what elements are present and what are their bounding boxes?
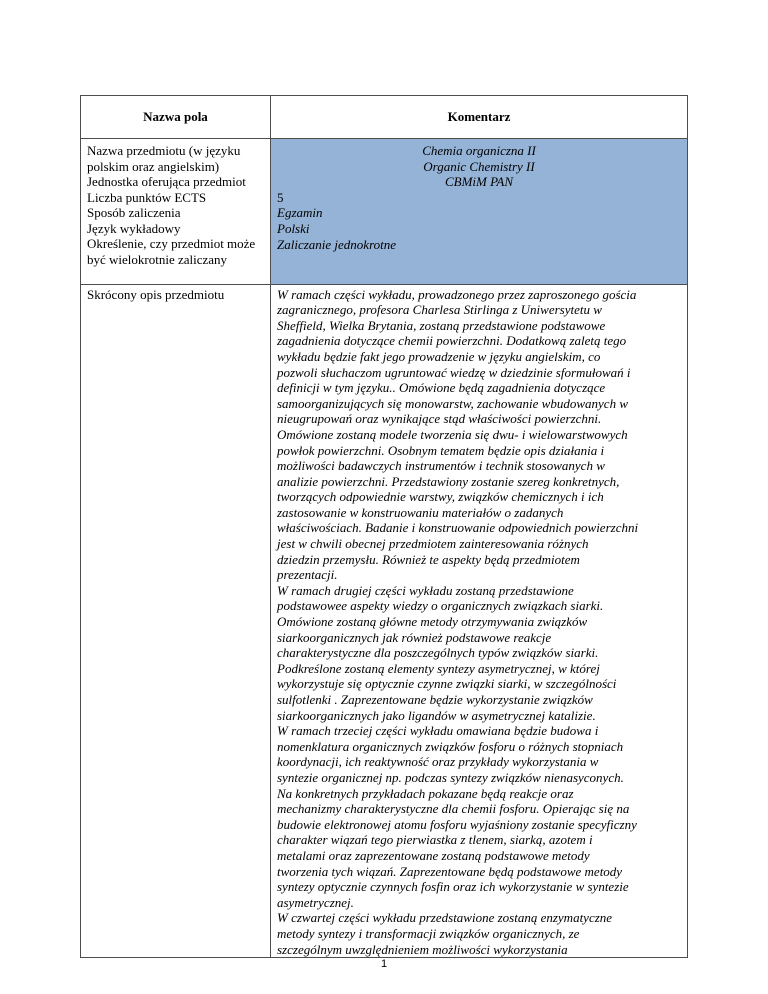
values-cell — [271, 139, 688, 285]
description-line: charakter wiązań tego pierwiastka z tlenem, siarką, azotem i — [277, 832, 593, 848]
description-line: Omówione zostaną główne metody otrzymywania związków — [277, 614, 588, 630]
description-line: tworzenia tych wiązań. Zaprezentowane będą podstawowe metody — [277, 863, 623, 879]
description-line: W ramach drugiej części wykładu zostaną przedstawione — [277, 582, 574, 598]
description-line: właściwościach. Badanie i konstruowanie odpowiednich powierzchni — [277, 520, 639, 536]
description-line: powłok powierzchni. Osobnym tematem będzie opis działania i — [277, 442, 605, 458]
info-block-row — [81, 139, 688, 285]
description-line: metalami oraz zaprezentowane zostaną podstawowe metody — [277, 847, 590, 863]
description-line: wykładu będzie fakt jego prowadzenie w języku angielskim, co — [277, 348, 601, 364]
description-cell — [271, 284, 688, 958]
description-line: metody syntezy i transformacji związków organicznych, ze — [277, 925, 580, 941]
description-line: syntezie organicznej np. podczas syntezy związków nienasyconych. — [277, 769, 624, 785]
label-assessment: Sposób zaliczenia — [87, 205, 181, 221]
description-line: koordynacji, ich reaktywność oraz przykłady wykorzystania w — [277, 754, 599, 770]
course-info-table — [80, 95, 688, 958]
description-line: zagadnienia dotyczące chemii powierzchni. Dodatkową zaletą tego — [277, 333, 627, 349]
description-line: zastosowanie w konstruowaniu materiałów o zadanych — [277, 504, 564, 520]
description-row — [81, 284, 688, 958]
description-line: siarkoorganicznych jako ligandów w asymetrycznej katalizie. — [277, 707, 596, 723]
description-line: Omówione zostaną modele tworzenia się dwu- i wielowarstwowych — [277, 426, 628, 442]
description-line: Podkreślone zostaną elementy syntezy asymetrycznej, w której — [277, 660, 600, 676]
value-ects: 5 — [277, 189, 284, 205]
description-line: siarkoorganicznych jak również podstawowe reakcje — [277, 629, 552, 645]
description-line: wykorzystuje się optycznie czynne związki siarki, w szczególności — [277, 676, 617, 692]
description-line: budowie elektronowej atomu fosforu wyjaśniony zostanie specyficzny — [277, 816, 637, 832]
label-unit: Jednostka oferująca przedmiot — [87, 174, 246, 189]
table-header-row — [81, 96, 688, 139]
label-repeatable: Określenie, czy przedmiot może być wielokrotnie zaliczany — [87, 236, 256, 267]
description-line: samoorganizujących się monowarstw, zachowanie wbudowanych w — [277, 395, 628, 411]
value-assessment: Egzamin — [277, 205, 323, 221]
value-course-name-pl: Chemia organiczna II — [422, 143, 536, 158]
label-language: Język wykładowy — [87, 220, 181, 236]
labels-cell — [81, 139, 271, 285]
header-comment: Komentarz — [271, 96, 688, 139]
description-line: zagranicznego, profesora Charlesa Stirlinga z Uniwersytetu w — [277, 302, 602, 318]
description-line: podstawowee aspekty wiedzy o organicznych związkach siarki. — [277, 598, 604, 614]
description-line: prezentacji. — [277, 567, 338, 583]
description-line: sulfotlenki . Zaprezentowane będzie wykorzystanie związków — [277, 692, 593, 707]
label-course-name: Nazwa przedmiotu (w języku polskim oraz angielskim) — [87, 143, 241, 174]
description-line: nomenklatura organicznych związków fosforu o różnych stopniach — [277, 738, 624, 754]
description-line: tworzących odpowiednie warstwy, związków chemicznych i ich — [277, 489, 604, 505]
description-line: syntezy optycznie czynnych fosfin oraz ich wykorzystanie w syntezie — [277, 879, 629, 895]
value-language: Polski — [277, 220, 310, 236]
value-repeatable: Zaliczanie jednokrotne — [277, 236, 397, 252]
description-line: W czwartej części wykładu przedstawione zostaną enzymatyczne — [277, 910, 613, 926]
label-ects: Liczba punktów ECTS — [87, 189, 207, 205]
description-line: jest w chwili obecnej przedmiotem zainteresowania różnych — [277, 536, 589, 552]
description-line: mechanizmy charakterystyczne dla chemii fosforu. Opierając się na — [277, 801, 630, 817]
description-line: asymetrycznej. — [277, 894, 354, 910]
page-number: 1 — [380, 958, 388, 970]
value-course-name-en: Organic Chemistry II — [423, 158, 535, 174]
description-line: Sheffield, Wielka Brytania, zostaną przedstawione podstawowe — [277, 317, 606, 333]
description-line: definicji w tym języku.. Omówione będą zagadnienia dotyczące — [277, 380, 606, 396]
header-field: Nazwa pola — [81, 96, 271, 139]
description-line: W ramach trzeciej części wykładu omawiana będzie budowa i — [277, 723, 599, 739]
value-unit: CBMiM PAN — [444, 174, 513, 190]
description-line: charakterystyczne dla poszczególnych typów związków siarki. — [277, 645, 599, 661]
description-line: szczególnym uwzględnieniem możliwości wykorzystania — [277, 941, 568, 957]
description-line: W ramach części wykładu, prowadzonego przez zaproszonego gościa — [277, 286, 637, 302]
label-description: Skrócony opis przedmiotu — [81, 284, 271, 958]
description-line: możliwości badawczych instrumentów i technik stosowanych w — [277, 458, 605, 474]
description-line: pozwoli słuchaczom ugruntować wiedzę w dziedzinie sformułowań i — [277, 364, 631, 380]
description-line: Na konkretnych przykładach pokazane będą reakcje oraz — [277, 785, 574, 801]
description-line: dziedzin przemysłu. Również te aspekty będą przedmiotem — [277, 551, 580, 567]
description-line: analizie powierzchni. Przedstawiony zostanie szereg konkretnych, — [277, 473, 620, 489]
description-line: nieugrupowań oraz wynikające stąd właściwości powierzchni. — [277, 411, 602, 427]
